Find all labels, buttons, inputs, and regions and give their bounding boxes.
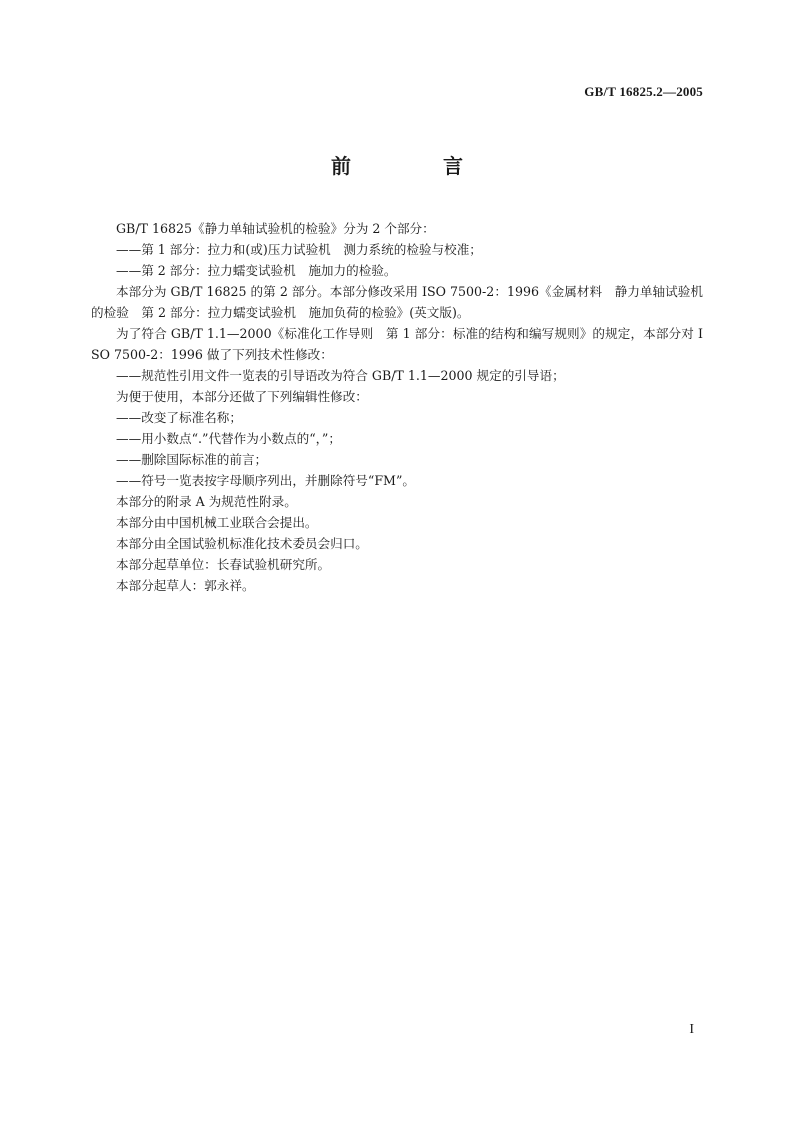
paragraph: 本部分的附录 A 为规范性附录。	[116, 494, 297, 509]
page-number: I	[689, 1022, 694, 1037]
paragraph: 本部分起草人：郭永祥。	[116, 578, 255, 593]
standard-code: GB/T 16825.2—2005	[584, 84, 703, 99]
list-item: ——用小数点“.”代替作为小数点的“，”；	[116, 431, 341, 446]
paragraph: GB/T 16825《静力单轴试验机的检验》分为 2 个部分：	[116, 221, 435, 236]
list-item: ——第 1 部分：拉力和(或)压力试验机 测力系统的检验与校准；	[116, 242, 482, 257]
foreword-body	[91, 218, 703, 596]
list-item: ——改变了标准名称；	[116, 410, 242, 425]
paragraph: 本部分起草单位：长春试验机研究所。	[116, 557, 331, 572]
paragraph: 本部分为 GB/T 16825 的第 2 部分。本部分修改采用 ISO 7500-2：1996《金属材料 静力单轴试验机的检验 第 2 部分：拉力蠕变试验机 施加负荷的检验》(英文版)。	[91, 284, 703, 320]
page-title: 前 言	[331, 154, 499, 178]
list-item: ——符号一览表按字母顺序列出，并删除符号“FM”。	[116, 473, 415, 488]
paragraph: 本部分由中国机械工业联合会提出。	[116, 515, 318, 530]
paragraph: 本部分由全国试验机标准化技术委员会归口。	[116, 536, 368, 551]
paragraph: 为了符合 GB/T 1.1—2000《标准化工作导则 第 1 部分：标准的结构和编写规则》的规定，本部分对 ISO 7500-2：1996 做了下列技术性修改：	[91, 326, 703, 362]
paragraph: 为便于使用，本部分还做了下列编辑性修改：	[116, 389, 368, 404]
list-item: ——规范性引用文件一览表的引导语改为符合 GB/T 1.1—2000 规定的引导语；	[116, 368, 565, 383]
list-item: ——删除国际标准的前言；	[116, 452, 268, 467]
list-item: ——第 2 部分：拉力蠕变试验机 施加力的检验。	[116, 263, 397, 278]
